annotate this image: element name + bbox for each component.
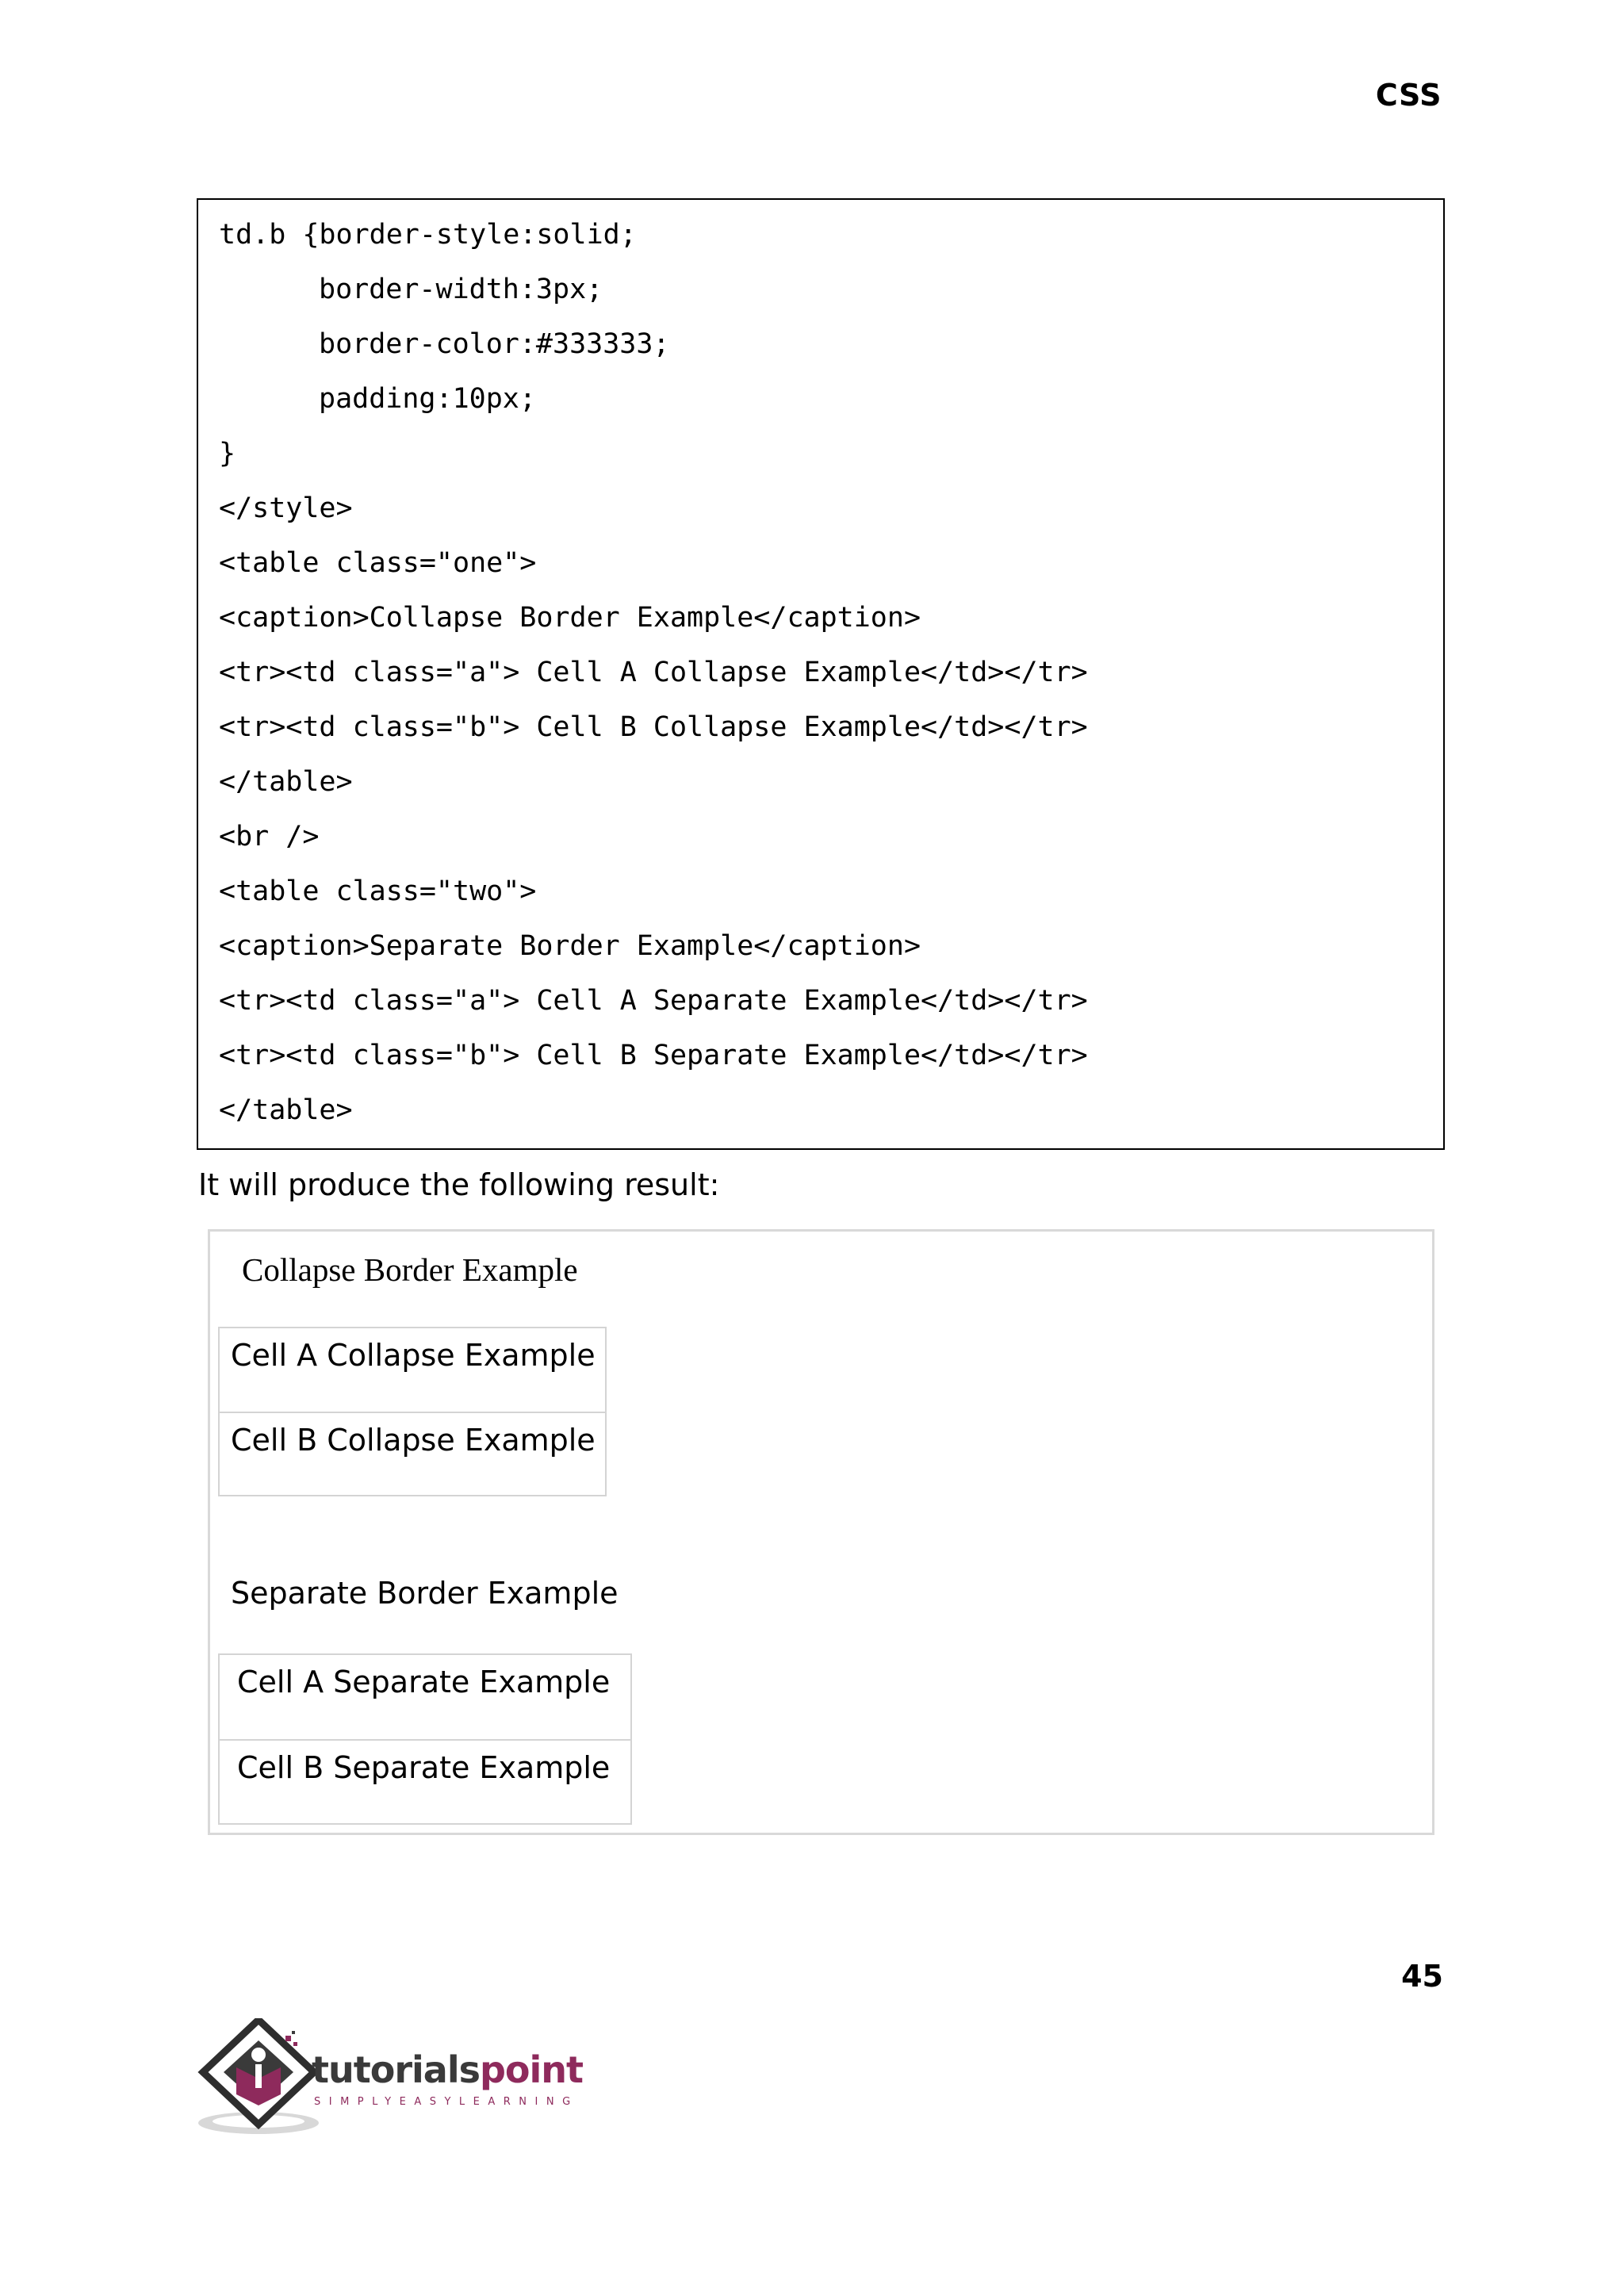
code-line: } [219,438,236,469]
page-number: 45 [1401,1959,1443,1994]
code-line: <tr><td class="b"> Cell B Separate Example</td></tr> [219,1040,1088,1071]
code-line: <caption>Collapse Border Example</caption> [219,602,921,634]
code-line: </style> [219,492,353,524]
separate-table-caption: Separate Border Example [231,1576,619,1611]
collapse-table-cell-a: Cell A Collapse Example [231,1338,596,1373]
logo-tagline: SIMPLYEASYLEARNING [314,2096,579,2108]
page-header-title: CSS [1375,78,1442,113]
separate-table [218,1653,632,1825]
collapse-table [218,1327,607,1496]
result-intro-text: It will produce the following result: [198,1167,720,1202]
code-line: border-color:#333333; [319,328,670,360]
collapse-table-caption: Collapse Border Example [242,1251,578,1288]
code-line: <caption>Separate Border Example</caption> [219,930,921,962]
separate-table-cell-a: Cell A Separate Example [237,1665,611,1699]
tutorialspoint-logo [197,2018,609,2137]
code-line: </table> [219,1094,353,1126]
code-line: padding:10px; [319,383,536,415]
code-line: <table class="one"> [219,547,537,579]
code-line: td.b {border-style:solid; [219,219,637,251]
code-line: border-width:3px; [319,274,603,305]
logo-wordmark [312,2048,583,2091]
separate-table-cell-b: Cell B Separate Example [220,1739,630,1823]
logo-mark-icon [197,2018,324,2137]
code-line: </table> [219,766,353,798]
result-preview [208,1229,1434,1835]
code-block [197,198,1445,1150]
code-line: <tr><td class="a"> Cell A Collapse Example</td></tr> [219,657,1088,688]
collapse-table-cell-b: Cell B Collapse Example [220,1412,605,1495]
logo-word-a: tutorials [312,2048,480,2091]
code-line: <br /> [219,821,320,852]
code-line: <table class="two"> [219,875,537,907]
code-line: <tr><td class="a"> Cell A Separate Example</td></tr> [219,985,1088,1017]
logo-word-b: point [479,2048,584,2091]
code-line: <tr><td class="b"> Cell B Collapse Example</td></tr> [219,711,1088,743]
